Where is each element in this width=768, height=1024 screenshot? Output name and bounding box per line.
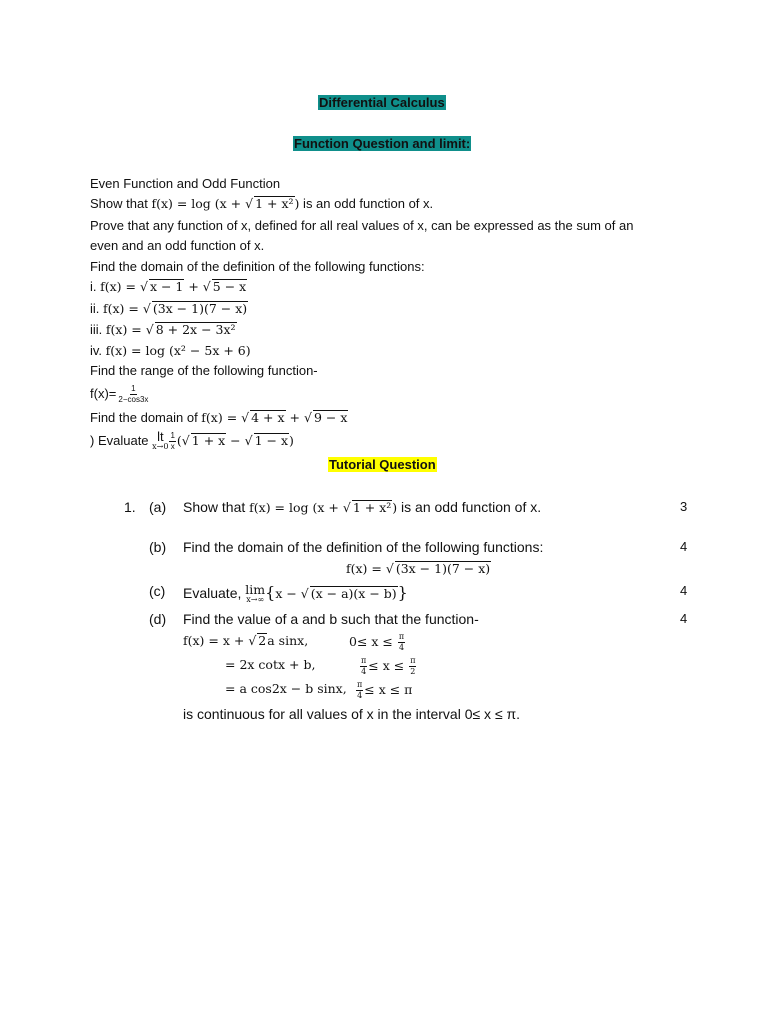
domain-item-iv: [90, 342, 251, 360]
part-d-label: (d): [149, 611, 167, 627]
part-a-suffix: is an odd function of x.: [397, 499, 542, 515]
part-a-formula: f(x) = log (x + √ 1 + x²): [249, 500, 398, 515]
lim-word: lim: [245, 582, 266, 597]
evaluate-denominator: x: [170, 442, 175, 451]
prove-line-1: Prove that any function of x, defined for all real values of x, can be expressed as the sum of an: [90, 218, 634, 233]
part-c-marks: 4: [680, 583, 688, 598]
limit-operator: [152, 431, 168, 451]
domain-item-ii: [90, 300, 248, 318]
domain-item-iii: [90, 321, 237, 339]
part-a-label: (a): [149, 499, 167, 515]
part-d-text: Find the value of a and b such that the function-: [183, 611, 479, 627]
domain-item-i: [90, 278, 247, 296]
range-numerator: 1: [131, 384, 136, 393]
question-number: 1.: [124, 499, 136, 515]
domain-line-2: [90, 409, 348, 427]
part-c-label: (c): [149, 583, 166, 599]
piecewise-case-1-cond: 0≤ x ≤ $\frac{\pi}{4}$: [349, 632, 405, 652]
odd-function-line: [90, 195, 433, 213]
evaluate-fraction: [169, 431, 175, 452]
part-c-prefix: Evaluate,: [183, 585, 246, 601]
evaluate-numerator: 1: [170, 431, 175, 440]
part-b-text: Find the domain of the definition of the following functions:: [183, 539, 544, 555]
range-fraction: [117, 384, 149, 405]
range-function: [90, 384, 150, 405]
item-ii-formula: f(x) = √ (3x − 1)(7 − x): [103, 301, 248, 316]
document-title: [318, 94, 446, 112]
evaluate-formula: (√ 1 + x − √ 1 − x): [176, 432, 294, 448]
part-c-limit: [245, 584, 265, 604]
piecewise-case-3-expr: = a cos2x − b sinx,: [225, 681, 347, 696]
part-a-prefix: Show that: [183, 499, 250, 515]
item-iv-formula: f(x) = log (x² − 5x + 6): [105, 343, 251, 358]
tutorial-heading: [328, 456, 437, 474]
lt-subscript: x→0: [152, 442, 169, 451]
odd-function-formula: f(x) = log (x + √ 1 + x²): [151, 196, 300, 211]
domain2-prefix: Find the domain of: [90, 410, 202, 425]
piecewise-case-3-cond: $\frac{\pi}{4}$ ≤ x ≤ π: [357, 680, 413, 700]
piecewise-case-1-expr: f(x) = x + √ 2a sinx,: [183, 633, 309, 648]
part-b-label: (b): [149, 539, 167, 555]
prove-line-2: even and an odd function of x.: [90, 238, 265, 253]
part-b-marks: 4: [680, 539, 688, 554]
part-c-formula: {x − √ (x − a)(x − b)}: [265, 583, 408, 602]
part-d-closing: is continuous for all values of x in the interval 0≤ x ≤ π.: [183, 706, 521, 722]
evaluate-prefix: ) Evaluate: [90, 432, 153, 448]
item-i-label: i.: [90, 279, 101, 294]
item-iii-label: iii.: [90, 322, 106, 337]
range-intro: Find the range of the following function-: [90, 363, 318, 378]
part-a-marks: 3: [680, 499, 688, 514]
piecewise-case-2-expr: = 2x cotx + b,: [225, 657, 316, 672]
part-a-text: [183, 498, 541, 517]
show-suffix: is an odd function of x.: [299, 196, 434, 211]
piecewise-case-2-cond: $\frac{\pi}{4}$ ≤ x ≤ $\frac{\pi}{2}$: [361, 656, 416, 676]
item-iii-formula: f(x) = √ 8 + 2x − 3x²: [105, 322, 236, 337]
title-highlight: Differential Calculus: [319, 95, 445, 110]
part-b-formula-expr: f(x) = √ (3x − 1)(7 − x): [346, 561, 491, 576]
part-d-marks: 4: [680, 611, 688, 626]
evaluate-line: [90, 431, 294, 452]
lt-word: lt: [157, 429, 164, 444]
part-b-formula: [346, 560, 491, 578]
section-subtitle: [293, 135, 471, 153]
item-ii-label: ii.: [90, 301, 103, 316]
part-c-text: [183, 584, 408, 604]
lim-subscript: x→∞: [246, 595, 265, 604]
domain-intro: Find the domain of the definition of the following functions:: [90, 259, 425, 274]
subtitle-highlight: Function Question and limit:: [294, 136, 471, 151]
item-iv-label: iv.: [90, 343, 106, 358]
item-i-formula: f(x) = √ x − 1 + √ 5 − x: [100, 279, 247, 294]
show-prefix: Show that: [90, 196, 152, 211]
range-fx: f(x)=: [90, 385, 117, 401]
range-denominator: 2−cos3x: [118, 395, 149, 404]
tutorial-highlight: Tutorial Question: [329, 457, 436, 472]
domain2-formula: f(x) = √ 4 + x + √ 9 − x: [201, 410, 348, 425]
topic-line: Even Function and Odd Function: [90, 176, 281, 191]
